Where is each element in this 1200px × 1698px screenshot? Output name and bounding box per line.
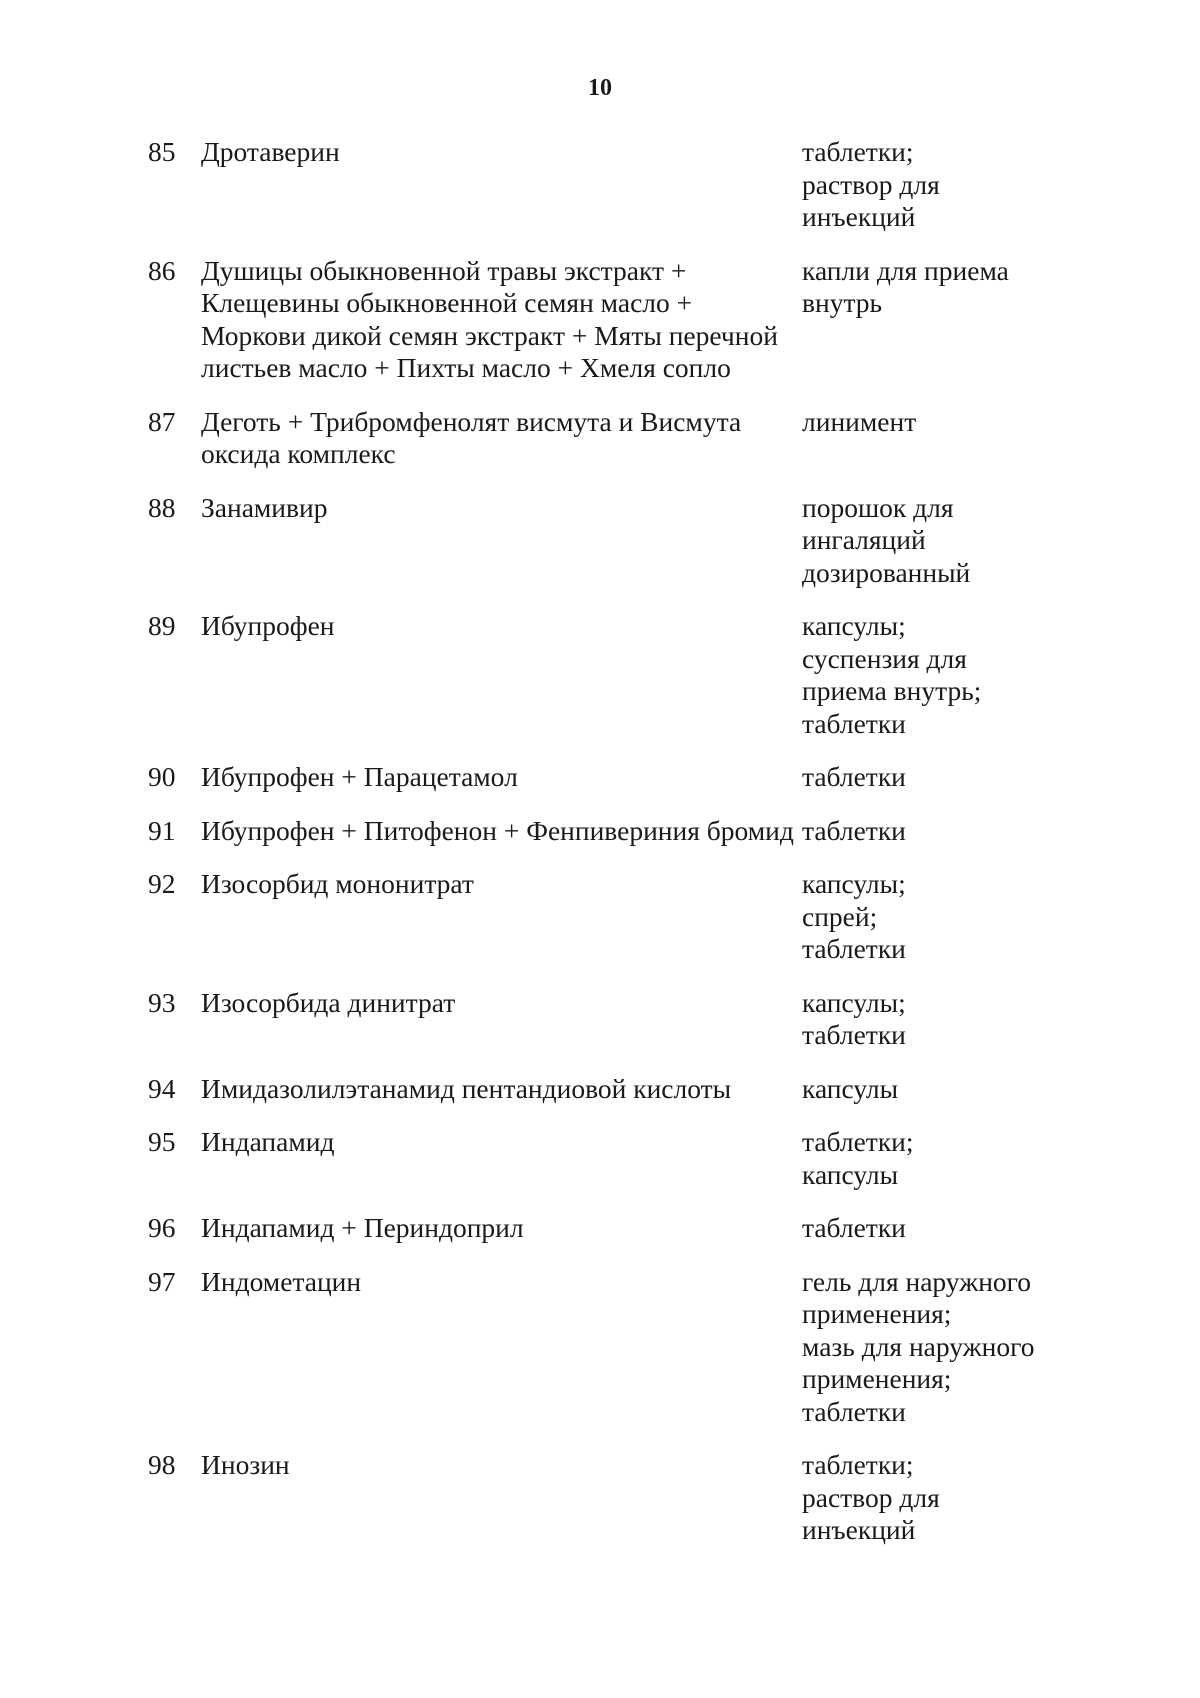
table-row <box>148 1126 1068 1191</box>
dosage-form: таблетки <box>802 1212 906 1243</box>
row-number: 98 <box>148 1449 176 1480</box>
drug-name: Индометацин <box>201 1265 362 1297</box>
table-row <box>148 1449 1068 1547</box>
table-row <box>148 1212 1068 1245</box>
table-row <box>148 492 1068 590</box>
row-number: 96 <box>148 1212 176 1243</box>
table-row <box>148 406 1068 471</box>
dosage-form: таблетки; раствор для инъекций <box>802 1449 940 1545</box>
dosage-form: капсулы; таблетки <box>802 986 906 1050</box>
drug-name: Занамивир <box>201 491 328 523</box>
row-number: 94 <box>148 1072 176 1104</box>
drug-name: Изосорбид мононитрат <box>201 868 474 899</box>
table-row <box>148 987 1068 1052</box>
dosage-form: капли для приема внутрь <box>802 254 1009 318</box>
row-number: 86 <box>148 254 176 286</box>
drug-name: Ибупрофен + Парацетамол <box>201 761 518 792</box>
drug-name: Деготь + Трибромфенолят висмута и Висмута оксида комплекс <box>201 405 742 469</box>
table-row <box>148 868 1068 966</box>
table-row <box>148 1266 1068 1429</box>
row-number: 89 <box>148 610 176 641</box>
table-row <box>148 1073 1068 1106</box>
dosage-form: таблетки; раствор для инъекций <box>802 136 940 232</box>
dosage-form: таблетки <box>802 814 906 846</box>
table-row <box>148 610 1068 740</box>
table-row <box>148 815 1068 848</box>
drug-name: Индапамид + Периндоприл <box>201 1212 524 1243</box>
row-number: 90 <box>148 761 176 792</box>
row-number: 93 <box>148 986 176 1018</box>
row-number: 85 <box>148 136 176 167</box>
page-number: 10 <box>588 75 612 101</box>
row-number: 92 <box>148 868 176 899</box>
row-number: 95 <box>148 1126 176 1157</box>
dosage-form: капсулы; суспензия для приема внутрь; таблетки <box>802 610 982 739</box>
drug-table <box>148 136 1068 1568</box>
table-row <box>148 761 1068 794</box>
drug-name: Изосорбида динитрат <box>201 986 456 1018</box>
row-number: 91 <box>148 814 176 846</box>
drug-name: Дротаверин <box>201 136 340 167</box>
drug-name: Инозин <box>201 1449 290 1480</box>
dosage-form: таблетки <box>802 761 906 792</box>
table-row <box>148 136 1068 234</box>
dosage-form: капсулы; спрей; таблетки <box>802 868 906 964</box>
dosage-form: таблетки; капсулы <box>802 1126 914 1190</box>
drug-name: Душицы обыкновенной травы экстракт + Клещевины обыкновенной семян масло + Моркови дикой семян экстракт + Мяты перечной листьев масло + Пихты масло + Хмеля сопло <box>201 254 778 383</box>
dosage-form: линимент <box>802 405 917 437</box>
drug-name: Ибупрофен + Питофенон + Фенпивериния бромид <box>201 814 794 846</box>
drug-name: Имидазолилэтанамид пентандиовой кислоты <box>201 1072 732 1104</box>
dosage-form: гель для наружного применения; мазь для наружного применения; таблетки <box>802 1265 1035 1427</box>
dosage-form: порошок для ингаляций дозированный <box>802 491 971 588</box>
dosage-form: капсулы <box>802 1072 899 1104</box>
row-number: 88 <box>148 491 176 523</box>
row-number: 97 <box>148 1265 176 1297</box>
row-number: 87 <box>148 405 176 437</box>
drug-name: Индапамид <box>201 1126 335 1157</box>
drug-name: Ибупрофен <box>201 610 335 641</box>
table-row <box>148 255 1068 385</box>
